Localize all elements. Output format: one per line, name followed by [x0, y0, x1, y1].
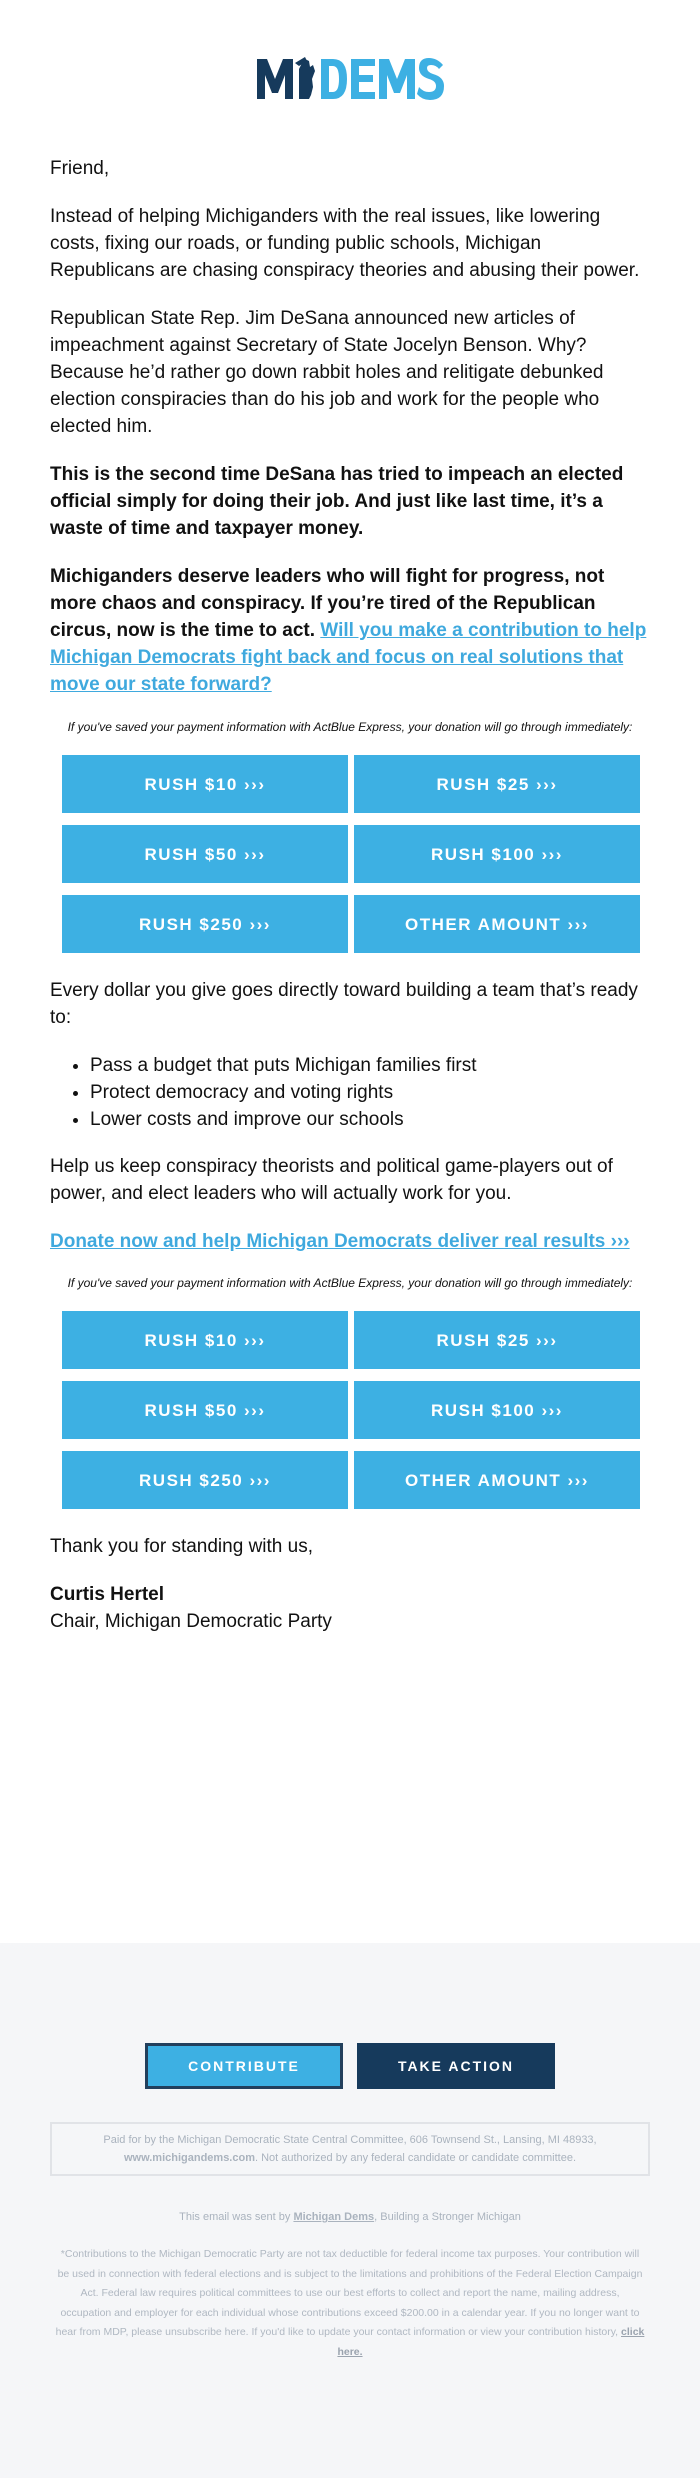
actblue-note-2: If you've saved your payment information with ActBlue Express, your donation will go through immediately:: [67, 1276, 633, 1290]
rush-25-button[interactable]: RUSH $25 ›››: [354, 1311, 640, 1369]
sender-link[interactable]: Michigan Dems: [293, 2211, 375, 2223]
paid-for-text: [92, 2131, 608, 2167]
email-content: [50, 155, 650, 1656]
rush-50-button[interactable]: RUSH $50 ›››: [62, 825, 348, 883]
rush-25-button[interactable]: RUSH $25 ›››: [354, 755, 640, 813]
paragraph-5-bold: Michiganders deserve leaders who will fight for progress, not more chaos and conspiracy. If you’re tired of the Republican circus, now is the time to act.: [50, 566, 605, 641]
legal-disclaimer: [55, 2245, 645, 2362]
closing: Thank you for standing with us,: [50, 1536, 313, 1557]
take-action-button[interactable]: TAKE ACTION: [357, 2043, 555, 2089]
list-item: • Pass a budget that puts Michigan families first: [90, 1052, 650, 1079]
donation-buttons-1: [62, 755, 638, 953]
rush-10-button[interactable]: RUSH $10 ›››: [62, 1311, 348, 1369]
list-item: • Lower costs and improve our schools: [90, 1106, 650, 1133]
paragraph-1: Instead of helping Michiganders with the real issues, like lowering costs, fixing our roads, or funding public schools, Michigan Republicans are chasing conspiracy theories and abusing their power.: [50, 206, 640, 281]
legal-text: *Contributions to the Michigan Democratic Party are not tax deductible for federal income tax purposes. Your contribution will be used in connection with federal elections and is subject to the limitations and prohibitions of the Federal Election Campaign Act. Federal law requires political committees to use our best efforts to collect and report the name, mailing address, occupation and employer for each individual whose contributions exceed $200.00 in a calendar year. If you no longer want to hear from MDP, please unsubscribe here. If you'd like to update your contact information or view your contribution history,: [55, 2248, 643, 2338]
paragraph-3-bold: This is the second time DeSana has tried to impeach an elected official simply for doing their job. And just like last time, it’s a waste of time and taxpayer money.: [50, 464, 624, 539]
paid-for-disclaimer: [50, 2122, 650, 2176]
rush-100-button[interactable]: RUSH $100 ›››: [354, 825, 640, 883]
rush-50-button[interactable]: RUSH $50 ›››: [62, 1381, 348, 1439]
paragraph-3: [50, 461, 650, 542]
footer-buttons: [0, 2043, 700, 2089]
other-amount-button[interactable]: OTHER AMOUNT ›››: [354, 895, 640, 953]
paragraph-5: [50, 563, 650, 698]
rush-250-button[interactable]: RUSH $250 ›››: [62, 1451, 348, 1509]
other-amount-button[interactable]: OTHER AMOUNT ›››: [354, 1451, 640, 1509]
email-footer: [0, 1943, 700, 2478]
paragraph-7: Help us keep conspiracy theorists and political game-players out of power, and elect leaders who will actually work for you.: [50, 1156, 613, 1204]
rush-250-button[interactable]: RUSH $250 ›››: [62, 895, 348, 953]
donation-buttons-2: [62, 1311, 638, 1509]
actblue-note-1: If you've saved your payment information with ActBlue Express, your donation will go through immediately:: [67, 720, 633, 734]
michigan-logo-icon: [255, 53, 445, 103]
rush-100-button[interactable]: RUSH $100 ›››: [354, 1381, 640, 1439]
greeting: Friend,: [50, 158, 110, 179]
paragraph-6: Every dollar you give goes directly toward building a team that’s ready to:: [50, 980, 638, 1028]
contribute-button[interactable]: CONTRIBUTE: [145, 2043, 343, 2089]
paid-line-2: . Not authorized by any federal candidate or candidate committee.: [254, 2152, 577, 2164]
contribution-link[interactable]: Will you make a contribution to help Michigan Democrats fight back and focus on real solutions that move our state forward?: [50, 620, 647, 695]
donate-now-link[interactable]: Donate now and help Michigan Democrats deliver real results ›››: [50, 1231, 630, 1252]
list-item: • Protect democracy and voting rights: [90, 1079, 650, 1106]
sent-suffix: , Building a Stronger Michigan: [374, 2211, 521, 2223]
paragraph-2: Republican State Rep. Jim DeSana announced new articles of impeachment against Secretary of State Jocelyn Benson. Why? Because he’d rather go down rabbit holes and relitigate debunked election conspiracies than do his job and work for the people who elected him.: [50, 308, 604, 437]
goals-list: [90, 1052, 650, 1133]
sent-by-line: [0, 2211, 700, 2223]
signer-name: Curtis Hertel: [50, 1584, 165, 1605]
paid-line-1: Paid for by the Michigan Democratic State Central Committee, 606 Townsend St., Lansing, MI 48933,: [103, 2134, 597, 2146]
rush-10-button[interactable]: RUSH $10 ›››: [62, 755, 348, 813]
contribution-history-link[interactable]: click here.: [337, 2326, 645, 2358]
website-link[interactable]: www.michigandems.com: [123, 2152, 255, 2164]
signer-title: Chair, Michigan Democratic Party: [50, 1611, 332, 1632]
sent-prefix: This email was sent by: [179, 2211, 294, 2223]
mi-dems-logo[interactable]: [0, 48, 700, 108]
